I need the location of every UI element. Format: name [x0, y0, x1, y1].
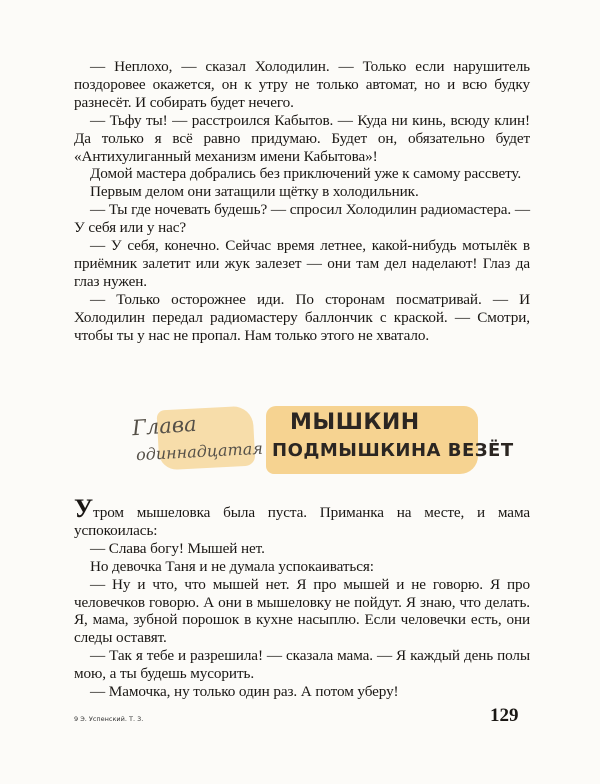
- paragraph: — У себя, конечно. Сейчас время летнее, какой-нибудь мотылёк в приёмник залетит или жук залезет — они там дел наделают! Глаз да глаз нужен.: [74, 237, 530, 290]
- chapter-number-label: [118, 406, 264, 474]
- page-number: 129: [490, 705, 519, 726]
- paragraph: — Неплохо, — сказал Холодилин. — Только если нарушитель поздоровее окажется, он к утру не только автомат, но и всю будку разнесёт. И собирать будет нечего.: [74, 58, 530, 111]
- drop-cap: У: [74, 494, 93, 523]
- bottom-text-block: [74, 494, 530, 701]
- paragraph: — Мамочка, ну только один раз. А потом уберу!: [90, 683, 399, 701]
- first-paragraph-text: тром мышеловка была пуста. Приманка на месте, и мама успокоилась:: [74, 504, 530, 539]
- top-text-block: [74, 58, 530, 345]
- paragraph: — Слава богу! Мышей нет.: [90, 539, 265, 557]
- paragraph: Но девочка Таня и не думала успокаиваться:: [90, 557, 374, 575]
- first-paragraph: [74, 494, 530, 540]
- paragraph: — Тьфу ты! — расстроился Кабытов. — Куда ни кинь, всюду клин! Да только я всё равно придумаю. Будет он, обязательно будет «Антихулиганный механизм имени Кабытова»!: [74, 111, 530, 165]
- paragraph: — Ты где ночевать будешь? — спросил Холодилин радиомастера. — У себя или у нас?: [74, 201, 530, 237]
- chapter-title: [266, 402, 514, 482]
- printer-signature: 9 Э. Успенский. Т. 3.: [74, 715, 144, 723]
- chapter-title-line-1: МЫШКИН: [290, 410, 420, 435]
- paragraph: — Так я тебе и разрешила! — сказала мама. — Я каждый день полы мою, а ты будешь мусорить.: [74, 647, 530, 683]
- paragraph: — Ну и что, что мышей нет. Я про мышей и не говорю. Я про человечков говорю. А они в мышеловку не пойдут. Я знаю, что делать. Я, мама, зубной порошок в кухне насыплю. Если человечки есть, они следы оставят.: [74, 575, 530, 647]
- chapter-ordinal: одиннадцатая: [135, 438, 264, 465]
- paragraph: — Только осторожнее иди. По сторонам посматривай. — И Холодилин передал радиомастеру баллончик с краской. — Смотри, чтобы ты у нас не пропал. Нам только этого не хватало.: [74, 290, 530, 344]
- paragraph: Домой мастера добрались без приключений уже к самому рассвету.: [90, 165, 522, 183]
- chapter-title-line-2: ПОДМЫШКИНА ВЕЗЁТ: [272, 440, 514, 461]
- chapter-label-word: Глава: [131, 411, 198, 441]
- paragraph: Первым делом они затащили щётку в холодильник.: [90, 183, 419, 201]
